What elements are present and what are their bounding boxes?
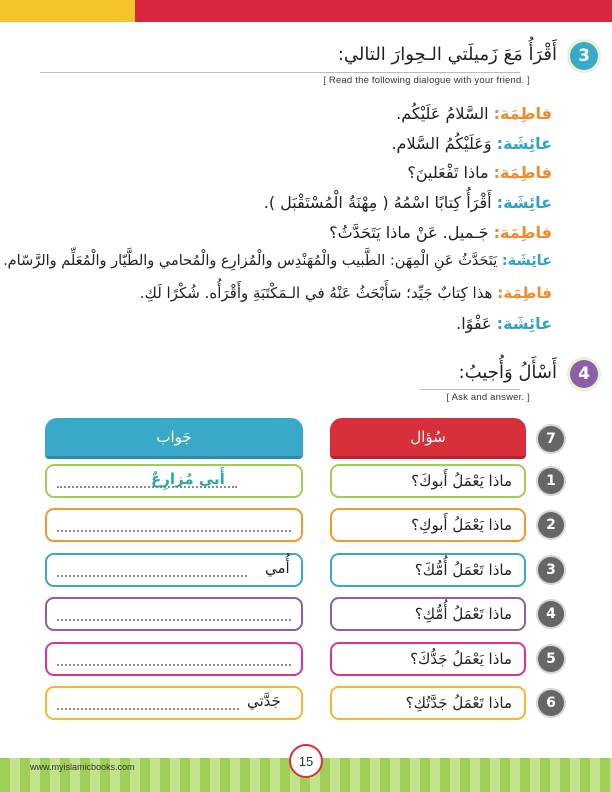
dialogue-line-3 <box>407 163 552 182</box>
speaker-fatima: فاطِمَة: <box>493 223 552 242</box>
section-4-english-text: Ask and answer. <box>451 392 525 403</box>
row-number-2: 2 <box>538 512 564 538</box>
answer-line <box>57 619 291 621</box>
top-bar-yellow <box>0 0 135 22</box>
question-header: سُؤال <box>330 418 526 459</box>
speaker-fatima: فاطِمَة: <box>497 284 552 302</box>
section-4-english-note: [ Ask and answer. ] <box>446 392 530 403</box>
speaker-fatima: فاطِمَة: <box>493 104 552 123</box>
question-box-2 <box>330 508 526 542</box>
section-3-rule <box>40 72 520 73</box>
answer-text-6: جَدَّتي <box>247 692 281 710</box>
answer-line <box>57 664 291 666</box>
section-3-english-text: Read the following dialogue with your friend. <box>328 75 525 86</box>
row-number-3: 3 <box>538 557 564 583</box>
speaker-aisha: عائِشَة: <box>496 134 552 153</box>
answer-line <box>57 575 247 577</box>
dialogue-line-7 <box>140 284 552 302</box>
answer-box-1[interactable] <box>45 464 303 498</box>
speaker-aisha: عائِشَة: <box>501 253 552 269</box>
answer-line <box>57 530 291 532</box>
speaker-aisha: عائِشَة: <box>496 193 552 212</box>
row-number-6: 6 <box>538 690 564 716</box>
question-box-3 <box>330 553 526 587</box>
answer-header: جَواب <box>45 418 303 459</box>
answer-box-4[interactable] <box>45 597 303 631</box>
dialogue-text: أَقْرَأُ كِتابًا اسْمُهُ ( مِهْنَةُ الْمُسْتَقْبَل ). <box>263 193 492 212</box>
website-link[interactable]: www.myislamicbooks.com <box>30 762 135 772</box>
row-number-4: 4 <box>538 601 564 627</box>
dialogue-text: ماذا تَفْعَلينَ؟ <box>407 163 489 182</box>
row-number-1: 1 <box>538 468 564 494</box>
dialogue-line-2 <box>391 134 552 153</box>
question-text-3: ماذا تَعْمَلُ أُمُّكَ؟ <box>414 561 512 579</box>
answer-line <box>57 708 239 710</box>
answer-text-1: أَبي مُزارِعٌ <box>151 470 225 488</box>
dialogue-line-8 <box>456 314 552 333</box>
answer-box-5[interactable] <box>45 642 303 676</box>
question-text-5: ماذا يَعْمَلُ جَدُّكَ؟ <box>410 650 512 668</box>
answer-box-2[interactable] <box>45 508 303 542</box>
section-4-rule <box>420 389 520 390</box>
section-3-badge: 3 <box>570 42 598 70</box>
question-text-6: ماذا تَعْمَلُ جَدَّتُكِ؟ <box>405 694 512 712</box>
question-box-5 <box>330 642 526 676</box>
section-3-title: أَقْرَأُ مَعَ زَميلَتي الـحِوارَ التالي: <box>337 44 557 65</box>
section-4-title: أَسْأَلُ وَأُجيبُ: <box>458 362 557 383</box>
page-number: 15 <box>289 744 323 778</box>
section-3-english-note: [ Read the following dialogue with your friend. ] <box>323 75 530 86</box>
top-bar-red <box>135 0 612 22</box>
speaker-aisha: عائِشَة: <box>496 314 552 333</box>
question-box-1 <box>330 464 526 498</box>
dialogue-text: جَـميل. عَنْ ماذا يَتَحَدَّثُ؟ <box>329 223 489 242</box>
dialogue-line-5 <box>329 223 552 242</box>
row-number-5: 5 <box>538 646 564 672</box>
dialogue-text: يَتَحَدَّثُ عَنِ الْمِهَن: الطَّبيب والْمُهَنْدِس والْمُزارِع والْمُحامي والطَّيّار والْمُعَلِّم والرَّسّام. <box>3 253 498 269</box>
dialogue-text: عَفْوًا. <box>456 314 492 333</box>
dialogue-line-1 <box>396 104 552 123</box>
dialogue-line-6 <box>3 253 552 269</box>
dialogue-line-4 <box>264 193 552 212</box>
dialogue-text: وَعَلَيْكُمُ السَّلام. <box>391 134 492 153</box>
question-text-2: ماذا يَعْمَلُ أَبوكِ؟ <box>411 516 512 534</box>
question-box-4 <box>330 597 526 631</box>
dialogue-text: هذا كِتابٌ جَيِّد؛ سَأَبْحَثُ عَنْهُ في الـمَكْتَبَةِ وأَقْرَأُه. شُكْرًا لَكِ. <box>139 284 493 302</box>
answer-box-3[interactable] <box>45 553 303 587</box>
answer-text-3: أُمي <box>265 559 290 577</box>
question-text-1: ماذا يَعْمَلُ أَبوكَ؟ <box>411 472 512 490</box>
answer-box-6[interactable] <box>45 686 303 720</box>
speaker-fatima: فاطِمَة: <box>493 163 552 182</box>
question-text-4: ماذا تَعْمَلُ أُمُّكِ؟ <box>414 605 512 623</box>
header-number: 7 <box>538 426 564 452</box>
section-4-badge: 4 <box>570 360 598 388</box>
top-color-bar <box>0 0 612 22</box>
dialogue-text: السَّلامُ عَلَيْكُم. <box>396 104 489 123</box>
question-box-6 <box>330 686 526 720</box>
